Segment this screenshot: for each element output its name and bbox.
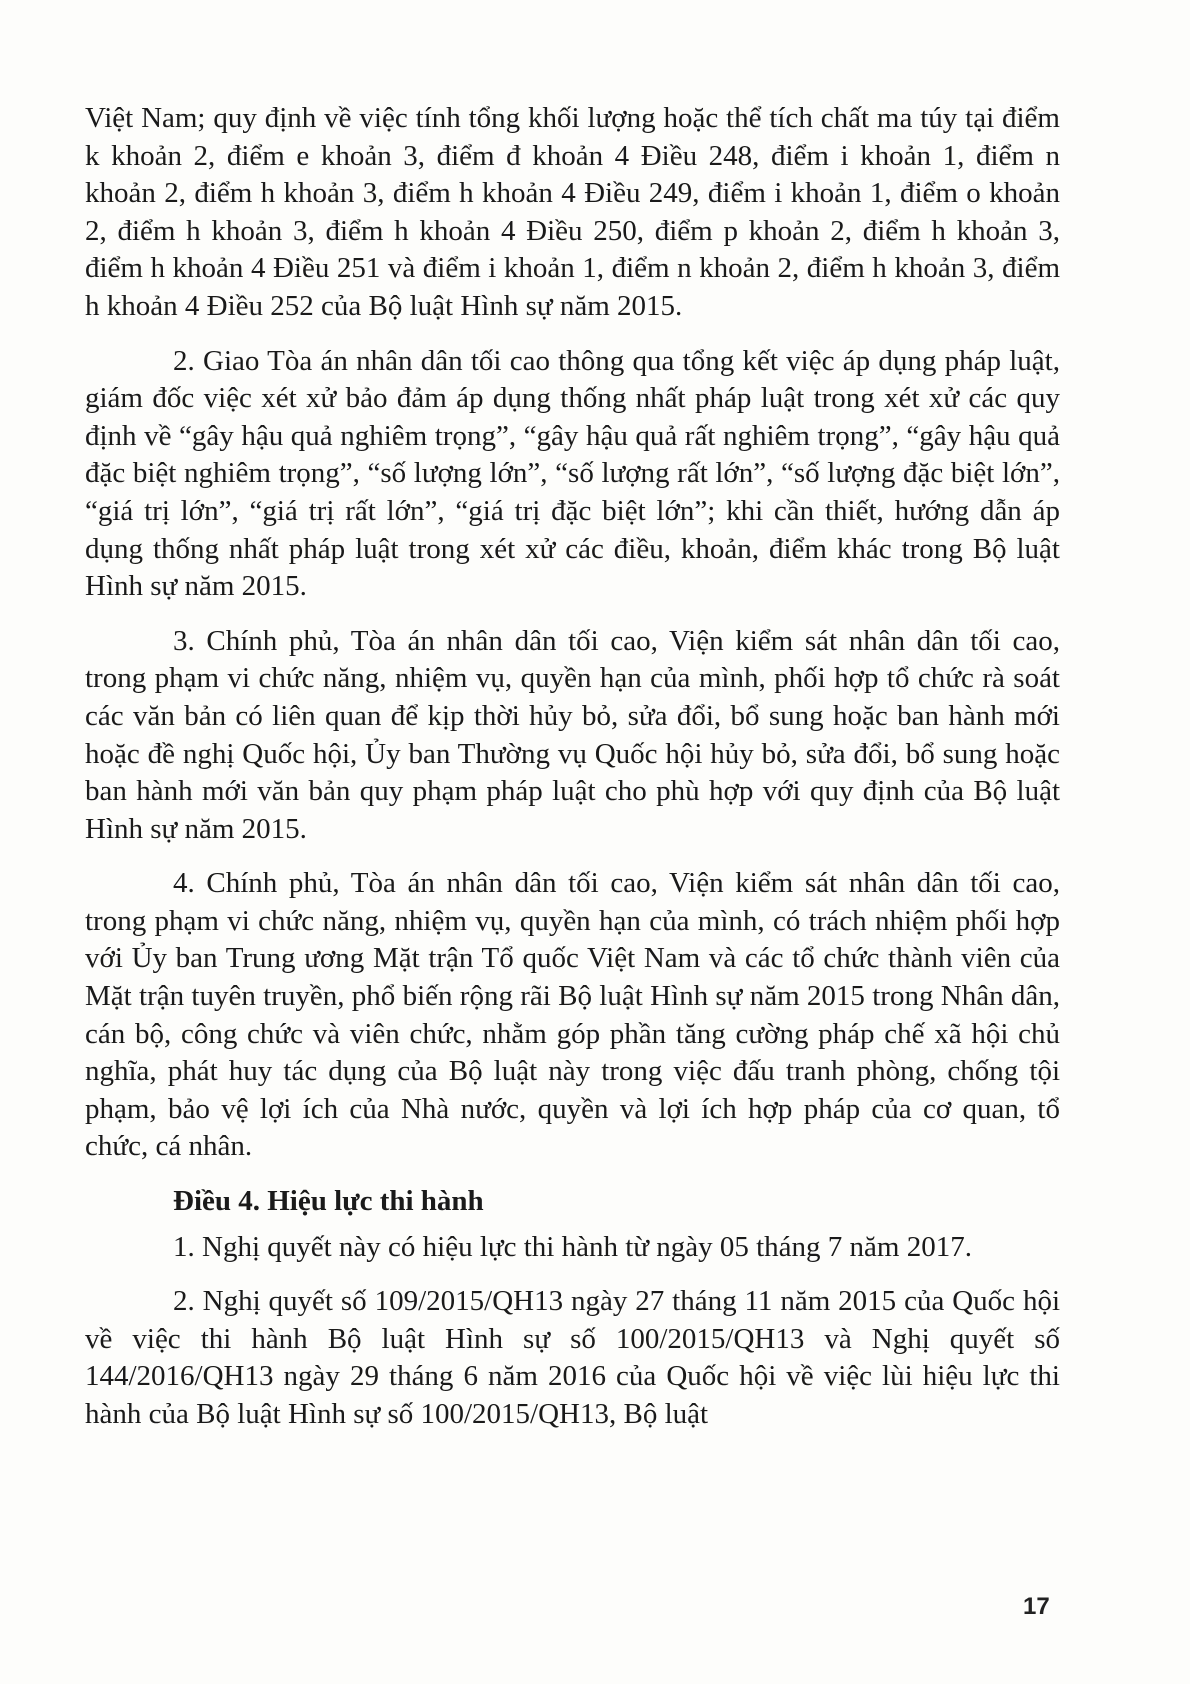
paragraph-continuation: Việt Nam; quy định về việc tính tổng khối lượng hoặc thể tích chất ma túy tại điểm k khoản 2, điểm e khoản 3, điểm đ khoản 4 Điều 248, điểm i khoản 1, điểm n khoản 2, điểm h khoản 3, điểm h khoản 4 Điều 249, điểm i khoản 1, điểm o khoản 2, điểm h khoản 3, điểm h khoản 4 Điều 250, điểm p khoản 2, điểm h khoản 3, điểm h khoản 4 Điều 251 và điểm i khoản 1, điểm n khoản 2, điểm h khoản 3, điểm h khoản 4 Điều 252 của Bộ luật Hình sự năm 2015.	[85, 102, 1060, 322]
document-body	[85, 100, 1060, 1451]
article-4-item-1: 1. Nghị quyết này có hiệu lực thi hành từ ngày 05 tháng 7 năm 2017.	[173, 1230, 972, 1263]
paragraph-item-3: 3. Chính phủ, Tòa án nhân dân tối cao, Viện kiểm sát nhân dân tối cao, trong phạm vi chức năng, nhiệm vụ, quyền hạn của mình, phối hợp tổ chức rà soát các văn bản có liên quan để kịp thời hủy bỏ, sửa đổi, bổ sung hoặc ban hành mới hoặc đề nghị Quốc hội, Ủy ban Thường vụ Quốc hội hủy bỏ, sửa đổi, bổ sung hoặc ban hành mới văn bản quy phạm pháp luật cho phù hợp với quy định của Bộ luật Hình sự năm 2015.	[85, 624, 1060, 845]
article-4-item-2: 2. Nghị quyết số 109/2015/QH13 ngày 27 tháng 11 năm 2015 của Quốc hội về việc thi hành Bộ luật Hình sự số 100/2015/QH13 và Nghị quyết số 144/2016/QH13 ngày 29 tháng 6 năm 2016 của Quốc hội về việc lùi hiệu lực thi hành của Bộ luật Hình sự số 100/2015/QH13, Bộ luật	[85, 1285, 1060, 1430]
article-4-heading: Điều 4. Hiệu lực thi hành	[173, 1185, 484, 1218]
paragraph-item-4: 4. Chính phủ, Tòa án nhân dân tối cao, Viện kiểm sát nhân dân tối cao, trong phạm vi chức năng, nhiệm vụ, quyền hạn của mình, có trách nhiệm phối hợp với Ủy ban Trung ương Mặt trận Tổ quốc Việt Nam và các tổ chức thành viên của Mặt trận tuyên truyền, phổ biến rộng rãi Bộ luật Hình sự năm 2015 trong Nhân dân, cán bộ, công chức và viên chức, nhằm góp phần tăng cường pháp chế xã hội chủ nghĩa, phát huy tác dụng của Bộ luật này trong việc đấu tranh phòng, chống tội phạm, bảo vệ lợi ích của Nhà nước, quyền và lợi ích hợp pháp của cơ quan, tổ chức, cá nhân.	[85, 867, 1060, 1163]
paragraph-item-2: 2. Giao Tòa án nhân dân tối cao thông qua tổng kết việc áp dụng pháp luật, giám đốc việc xét xử bảo đảm áp dụng thống nhất pháp luật trong xét xử các quy định về “gây hậu quả nghiêm trọng”, “gây hậu quả rất nghiêm trọng”, “gây hậu quả đặc biệt nghiêm trọng”, “số lượng lớn”, “số lượng rất lớn”, “số lượng đặc biệt lớn”, “giá trị lớn”, “giá trị rất lớn”, “giá trị đặc biệt lớn”; khi cần thiết, hướng dẫn áp dụng thống nhất pháp luật trong xét xử các điều, khoản, điểm khác trong Bộ luật Hình sự năm 2015.	[85, 344, 1060, 603]
page-number: 17	[1023, 1593, 1050, 1620]
